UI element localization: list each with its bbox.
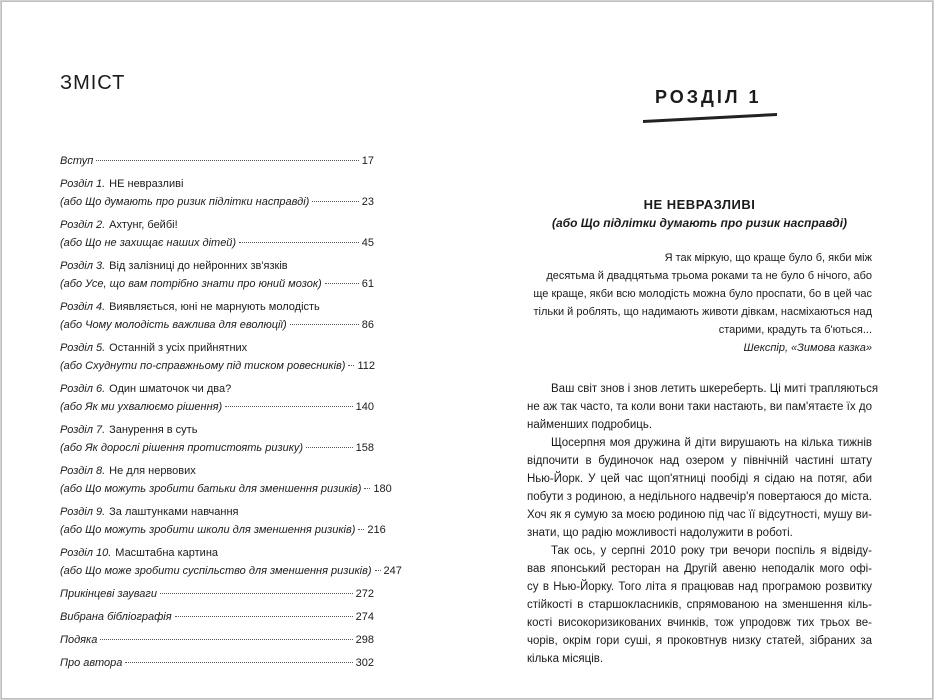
body-line: стійкості в старшокласників, спрямованою на зменшення кіль- [527,599,872,611]
toc-entry-label: Про автора [60,657,123,669]
toc-chapter-subtitle: (або Чому молодість важлива для еволюції) [60,319,287,331]
toc-page-number: 45 [361,237,374,249]
body-line: вав японський ресторан на Другій авеню неподалік мого офі- [527,563,872,575]
body-line: не аж так часто, та коли вони таки настають, ви пам'ятаєте їх до [527,401,872,413]
right-page [467,2,932,698]
toc-chapter-title: За лаштунками навчання [109,506,239,518]
toc-entry [60,462,392,498]
toc-line [60,357,374,375]
toc-chapter-title: Ахтунг, бейбі! [109,219,178,231]
toc-entry [60,654,374,672]
toc-leader-dots [325,283,359,284]
toc-line [60,339,374,357]
toc-chapter-subtitle: (або Схуднути по-справжньому під тиском ровесників) [60,360,346,372]
body-line: кілька місяців. [527,653,604,665]
toc-chapter-title: Від залізниці до нейронних зв'язків [109,260,288,272]
toc-entry [60,175,374,211]
toc-leader-dots [348,365,354,366]
toc-chapter-label: Розділ 4. [60,301,106,313]
body-line: су в Нью-Йорку. Того літа я працював над програмою розвитку [527,581,872,593]
toc-line [60,480,392,498]
toc-title: ЗМІСТ [60,72,126,94]
toc-line [60,257,374,275]
toc-entry [60,585,374,603]
toc-page-number: 17 [361,155,374,167]
toc-leader-dots [239,242,359,243]
body-line: кості високоризикованих вчинків, тож упродовж тих трьох ве- [527,617,872,629]
toc-page-number: 272 [355,588,374,600]
toc-chapter-subtitle: (або Що думають про ризик підлітки насправді) [60,196,310,208]
body-line: знати, що радію можливості надолужити в роботі. [527,527,793,539]
toc-entry [60,216,374,252]
toc-line [60,380,374,398]
epigraph-line: старими, крадуть та б'ються... [718,324,872,336]
toc-line [60,175,374,193]
toc-leader-dots [175,616,353,617]
toc-entry-label: Прикінцеві зауваги [60,588,157,600]
toc-page-number: 180 [373,483,392,495]
toc-leader-dots [96,160,358,161]
toc-entry [60,339,374,375]
toc-leader-dots [290,324,359,325]
toc-page-number: 158 [355,442,374,454]
toc-chapter-label: Розділ 2. [60,219,106,231]
toc-chapter-title: Не для нервових [109,465,196,477]
toc-chapter-label: Розділ 3. [60,260,106,272]
toc-page-number: 86 [361,319,374,331]
toc-chapter-subtitle: (або Як ми ухвалюємо рішення) [60,401,223,413]
toc-chapter-label: Розділ 1. [60,178,106,190]
epigraph-line: десятьма й двадцятьма трьома роками та не було б нічого, або [546,270,872,282]
toc-entry [60,380,374,416]
epigraph-line: Я так міркую, що краще було б, якби між [664,252,872,264]
body-line: Ваш світ знов і знов летить шкереберть. Ці миті трапляються [551,383,879,395]
toc-line [60,298,374,316]
toc-line [60,152,374,170]
toc-page-number: 247 [383,565,402,577]
toc-entry-label: Подяка [60,634,98,646]
toc-page-number: 61 [361,278,374,290]
toc-entry [60,544,402,580]
toc-page-number: 112 [357,360,375,372]
toc-chapter-subtitle: (або Що можуть зробити школи для зменшення ризиків) [60,524,356,536]
body-line: найменших подробиць. [527,419,653,431]
toc-entry-label: Вибрана бібліографія [60,611,172,623]
body-line: відпочити в будиночок над озером у північній частині штату [527,455,872,467]
toc-line [60,462,374,480]
chapter-title: НЕ НЕВРАЗЛИВІ [643,197,756,212]
toc-line [60,316,374,334]
body-line: Хоч як я сумую за моєю родиною під час її відсутності, мушу ви- [527,509,872,521]
toc-leader-dots [125,662,352,663]
toc-chapter-label: Розділ 9. [60,506,106,518]
toc-entry-label: Вступ [60,155,94,167]
toc-page-number: 302 [355,657,374,669]
toc-chapter-title: Масштабна картина [115,547,219,559]
epigraph-line: ще краще, якби всю молодість можна було проспати, бо в цей час [533,288,872,300]
toc-chapter-title: Виявляється, юні не марнують молодість [109,301,320,313]
toc-entry [60,152,374,170]
chapter-underline-rule [643,112,777,126]
toc-chapter-title: Останній з усіх прийнятних [109,342,248,354]
toc-chapter-label: Розділ 7. [60,424,106,436]
toc-page-number: 216 [367,524,386,536]
body-line: чорів, окрім гори суші, я проковтнув низку статей, зібраних за [527,635,872,647]
body-line: Щосерпня моя дружина й діти вирушають на кілька тижнів [551,437,872,449]
toc-line [60,234,374,252]
toc-line [60,562,402,580]
toc-chapter-label: Розділ 10. [60,547,112,559]
toc-page-number: 298 [355,634,374,646]
epigraph-attribution: Шекспір, «Зимова казка» [743,342,872,354]
toc-page-number: 274 [355,611,374,623]
toc-entry [60,298,374,334]
toc-chapter-label: Розділ 6. [60,383,106,395]
toc-line [60,275,374,293]
toc-leader-dots [160,593,353,594]
toc-line [60,521,386,539]
body-text [527,380,879,668]
toc-page-number: 23 [361,196,374,208]
toc-chapter-subtitle: (або Що може зробити суспільство для зменшення ризиків) [60,565,372,577]
toc-line [60,608,374,626]
toc-chapter-title: Один шматочок чи два? [109,383,232,395]
chapter-title-block [527,197,872,230]
body-line: Так ось, у серпні 2010 року три вечори поспіль я відвіду- [551,545,872,557]
toc-chapter-title: Занурення в суть [109,424,198,436]
body-line: Нью-Йорк. У цей час щоп'ятниці пообіді я сідаю на потяг, аби [527,473,872,485]
left-page [2,2,467,698]
toc-leader-dots [364,488,370,489]
toc-line [60,398,374,416]
table-of-contents [60,152,402,677]
chapter-heading: РОЗДІЛ 1 [655,87,762,107]
toc-entry [60,421,374,457]
toc-chapter-label: Розділ 5. [60,342,106,354]
toc-chapter-subtitle: (або Що можуть зробити батьки для зменшення ризиків) [60,483,362,495]
chapter-subtitle: (або Що підлітки думають про ризик насправді) [551,216,848,230]
toc-line [60,503,374,521]
toc-leader-dots [358,529,364,530]
toc-line [60,585,374,603]
toc-leader-dots [225,406,352,407]
body-line: побути з родиною, а недільного надвечір'я повертаюся до міста. [527,491,872,503]
toc-chapter-subtitle: (або Що не захищає наших дітей) [60,237,237,249]
toc-line [60,216,374,234]
toc-leader-dots [100,639,352,640]
toc-line [60,654,374,672]
toc-entry [60,503,386,539]
toc-line [60,193,374,211]
book-spread [1,1,933,699]
toc-leader-dots [312,201,358,202]
toc-entry [60,608,374,626]
toc-chapter-subtitle: (або Усе, що вам потрібно знати про юний мозок) [60,278,322,290]
toc-page-number: 140 [355,401,374,413]
toc-chapter-subtitle: (або Як дорослі рішення протистоять ризику) [60,442,304,454]
toc-line [60,631,374,649]
toc-chapter-title: НЕ невразливі [109,178,184,190]
toc-entry [60,631,374,649]
epigraph [532,249,872,357]
toc-entry [60,257,374,293]
toc-leader-dots [306,447,353,448]
toc-chapter-label: Розділ 8. [60,465,106,477]
epigraph-line: тільки й роблять, що надимають животи дівкам, насміхаються над [533,306,872,318]
toc-leader-dots [375,570,381,571]
toc-line [60,421,374,439]
toc-line [60,544,374,562]
toc-line [60,439,374,457]
